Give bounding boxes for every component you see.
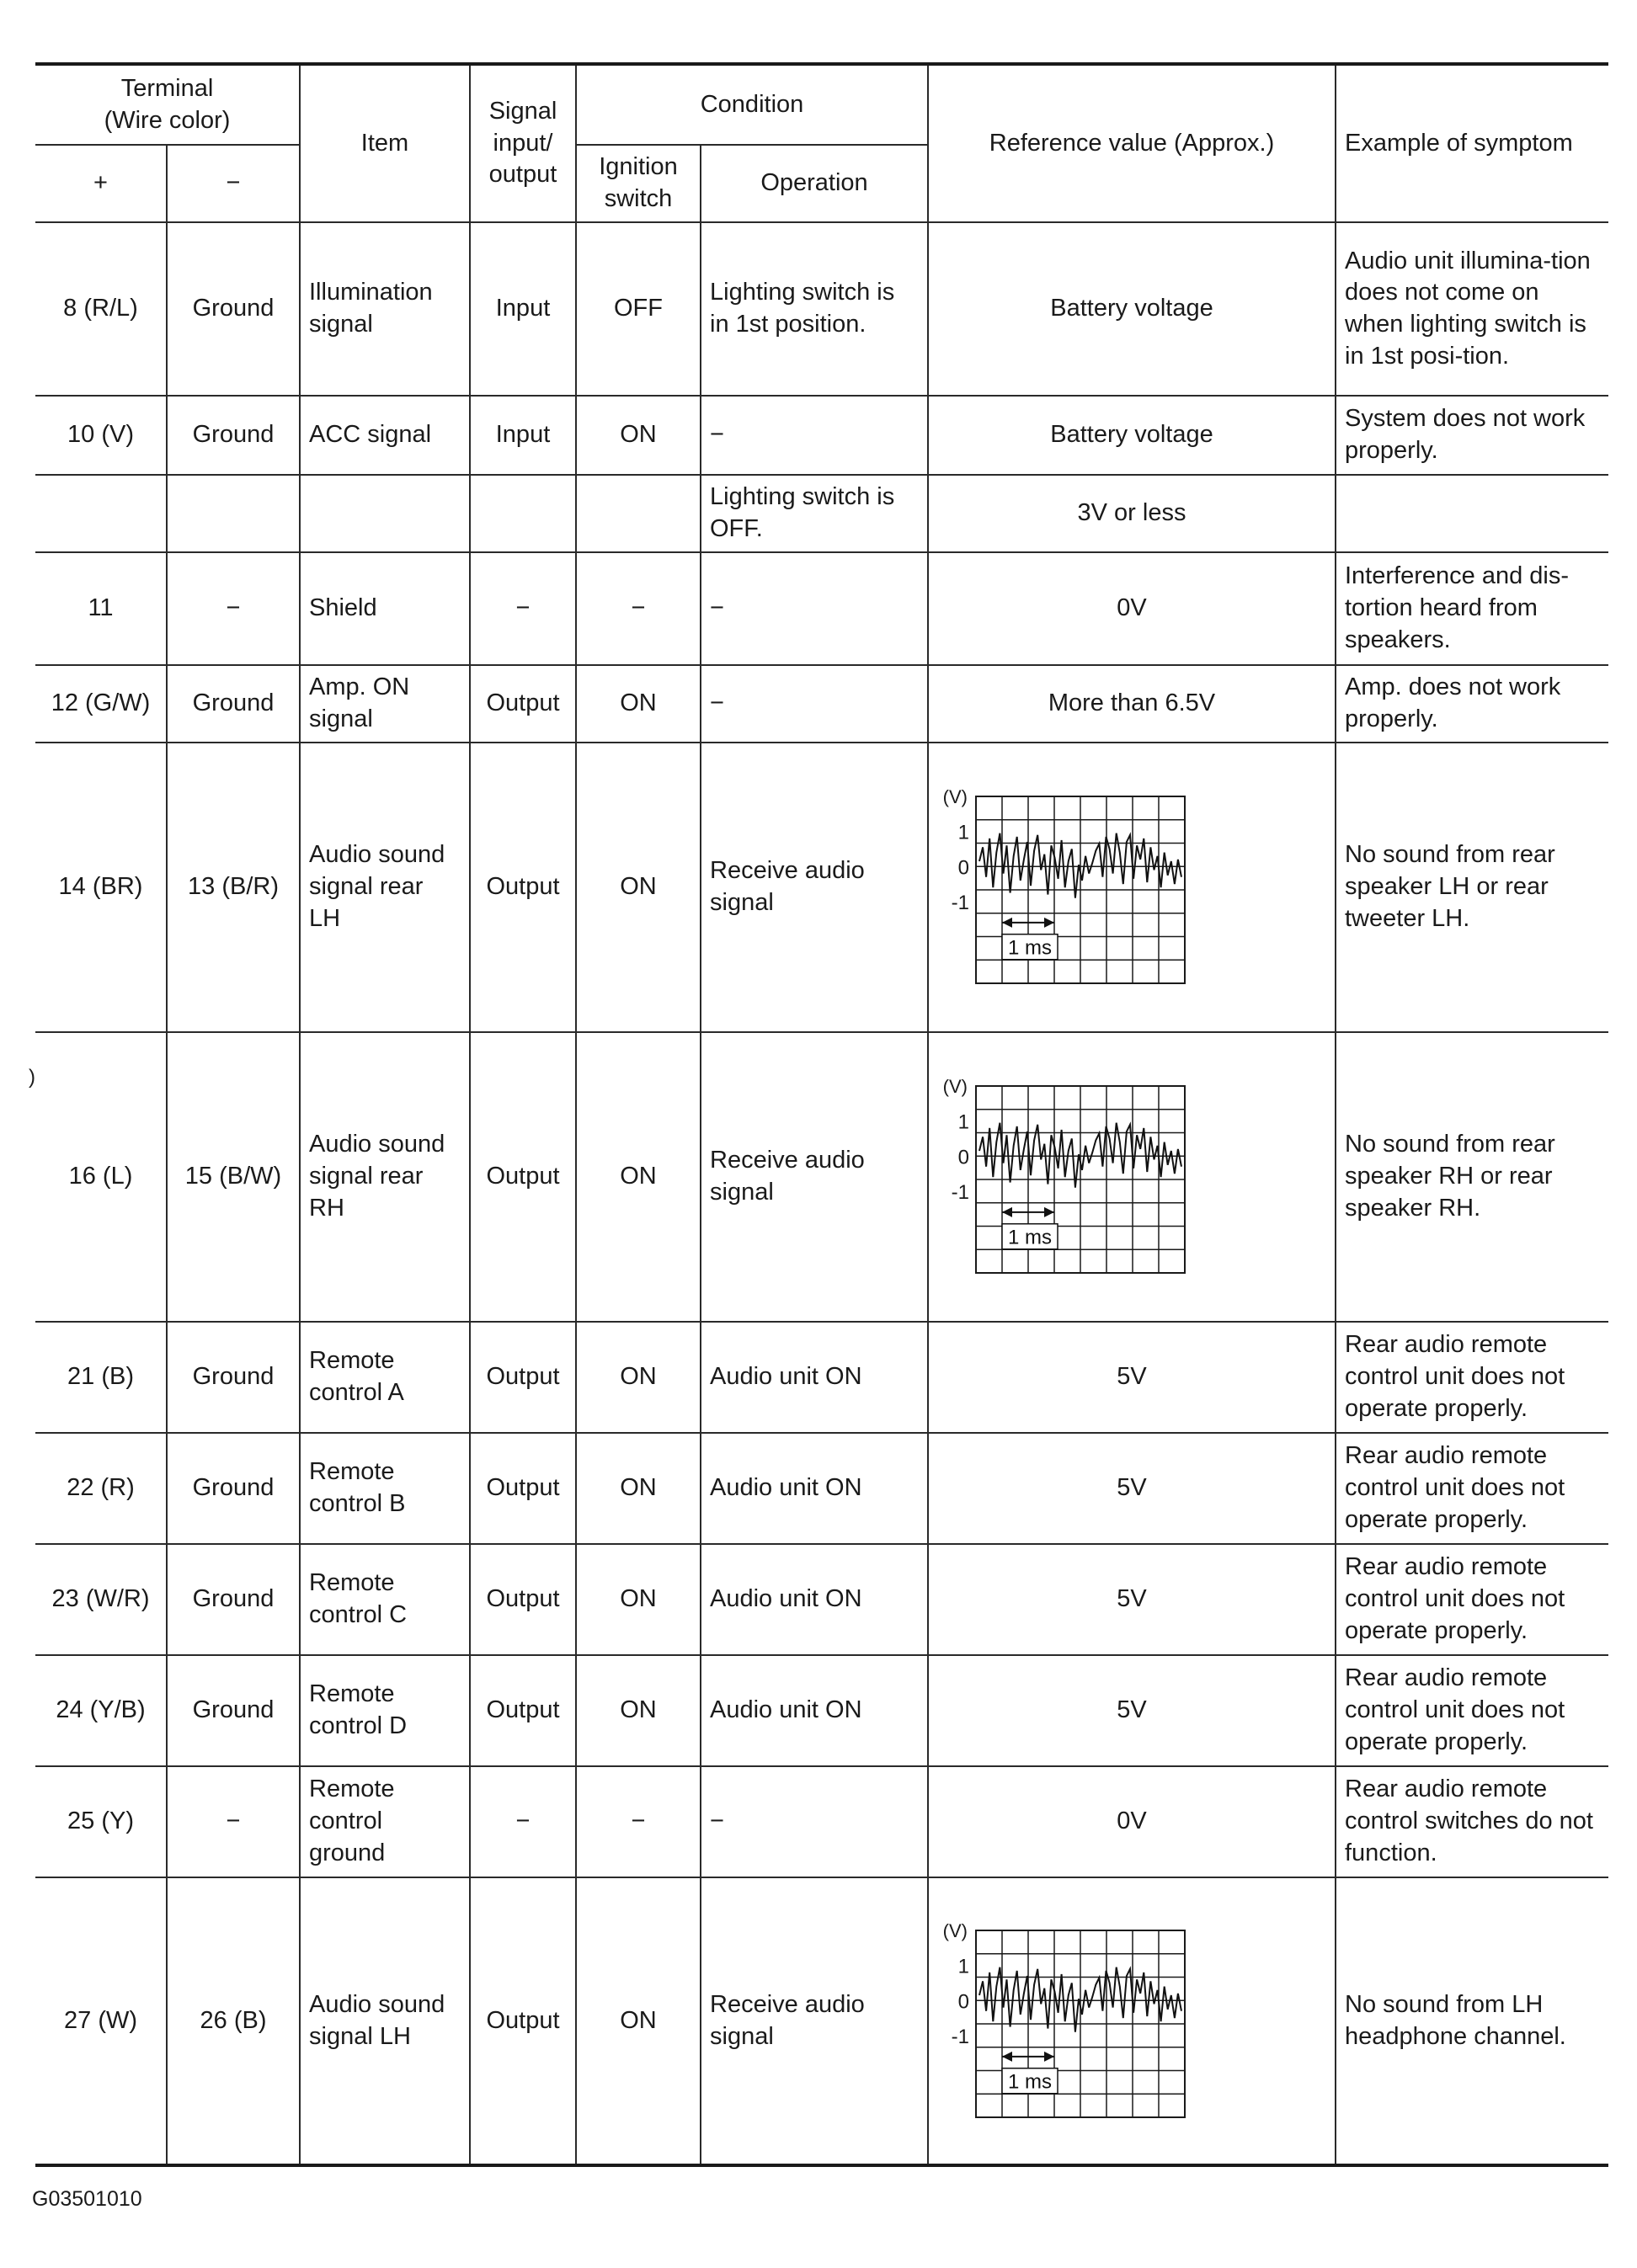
signal-io-cell: Output xyxy=(470,743,576,1032)
symptom-cell: No sound from rear speaker LH or rear tweeter LH. xyxy=(1336,743,1608,1032)
symptom-cell: Interference and dis-tortion heard from speakers. xyxy=(1336,552,1608,665)
operation-cell: − xyxy=(701,1766,928,1877)
table-row xyxy=(35,396,1608,475)
wire-color-header-label: (Wire color) xyxy=(104,106,231,134)
reference-value-cell: 0V xyxy=(928,1766,1336,1877)
minus-terminal-cell: Ground xyxy=(167,396,300,475)
minus-terminal-cell: 26 (B) xyxy=(167,1877,300,2165)
item-cell xyxy=(300,475,470,552)
example-of-symptom-header: Example of symptom xyxy=(1336,64,1608,222)
symptom-cell: Rear audio remote control unit does not operate properly. xyxy=(1336,1655,1608,1766)
margin-mark: ) xyxy=(29,1066,35,1089)
symptom-cell: System does not work properly. xyxy=(1336,396,1608,475)
symptom-cell: Rear audio remote control unit does not operate properly. xyxy=(1336,1433,1608,1544)
minus-terminal-cell: 15 (B/W) xyxy=(167,1032,300,1322)
signal-io-cell: Output xyxy=(470,1322,576,1433)
minus-terminal-cell: Ground xyxy=(167,1544,300,1655)
waveform-y-tick: 0 xyxy=(957,856,969,880)
operation-cell: − xyxy=(701,396,928,475)
terminal-reference-table xyxy=(35,62,1608,2167)
item-cell: Remote control ground xyxy=(300,1766,470,1877)
item-cell: Remote control B xyxy=(300,1433,470,1544)
operation-cell: Receive audio signal xyxy=(701,743,928,1032)
reference-value-cell xyxy=(928,1877,1336,2165)
plus-terminal-header: + xyxy=(35,145,167,222)
reference-value-cell: Battery voltage xyxy=(928,396,1336,475)
waveform-y-tick: -1 xyxy=(951,1180,969,1204)
plus-terminal-cell: 24 (Y/B) xyxy=(35,1655,167,1766)
item-cell: ACC signal xyxy=(300,396,470,475)
ignition-switch-cell: ON xyxy=(576,1544,701,1655)
minus-terminal-cell: Ground xyxy=(167,222,300,396)
ignition-switch-header: Ignition switch xyxy=(576,145,701,222)
signal-io-cell: Output xyxy=(470,665,576,743)
item-cell: Illumination signal xyxy=(300,222,470,396)
waveform-y-tick: 1 xyxy=(957,1955,969,1978)
table-row xyxy=(35,552,1608,665)
signal-io-cell: − xyxy=(470,552,576,665)
period-label: 1 ms xyxy=(1007,2070,1053,2094)
signal-io-cell: Output xyxy=(470,1544,576,1655)
symptom-cell xyxy=(1336,475,1608,552)
table-row xyxy=(35,1655,1608,1766)
plus-terminal-cell: 12 (G/W) xyxy=(35,665,167,743)
plus-terminal-cell: 22 (R) xyxy=(35,1433,167,1544)
table-row xyxy=(35,1544,1608,1655)
minus-terminal-cell: Ground xyxy=(167,1322,300,1433)
table-row xyxy=(35,1877,1608,2165)
waveform-graph xyxy=(937,1076,1190,1278)
reference-value-header: Reference value (Approx.) xyxy=(928,64,1336,222)
ignition-switch-cell: ON xyxy=(576,1433,701,1544)
operation-cell: − xyxy=(701,665,928,743)
item-cell: Audio sound signal rear RH xyxy=(300,1032,470,1322)
operation-cell: Receive audio signal xyxy=(701,1032,928,1322)
plus-terminal-cell: 25 (Y) xyxy=(35,1766,167,1877)
operation-cell: Lighting switch is in 1st position. xyxy=(701,222,928,396)
ignition-switch-cell: ON xyxy=(576,743,701,1032)
ignition-switch-cell: ON xyxy=(576,396,701,475)
minus-terminal-cell: − xyxy=(167,552,300,665)
reference-value-cell: Battery voltage xyxy=(928,222,1336,396)
period-label: 1 ms xyxy=(1007,936,1053,960)
plus-terminal-cell: 23 (W/R) xyxy=(35,1544,167,1655)
period-label: 1 ms xyxy=(1007,1226,1053,1249)
table-row xyxy=(35,1032,1608,1322)
table-row xyxy=(35,1766,1608,1877)
ignition-switch-cell: ON xyxy=(576,1322,701,1433)
plus-terminal-cell: 16 (L) xyxy=(35,1032,167,1322)
reference-value-cell xyxy=(928,743,1336,1032)
ignition-switch-cell: ON xyxy=(576,1032,701,1322)
plus-terminal-cell: 14 (BR) xyxy=(35,743,167,1032)
condition-header: Condition xyxy=(576,64,928,145)
table-row xyxy=(35,743,1608,1032)
ignition-switch-cell: − xyxy=(576,552,701,665)
signal-io-header: Signal input/ output xyxy=(470,64,576,222)
table-row xyxy=(35,475,1608,552)
signal-io-cell: Output xyxy=(470,1877,576,2165)
ignition-switch-cell: OFF xyxy=(576,222,701,396)
plus-terminal-cell: 27 (W) xyxy=(35,1877,167,2165)
minus-terminal-cell: Ground xyxy=(167,665,300,743)
table-row xyxy=(35,222,1608,396)
minus-terminal-cell: Ground xyxy=(167,1433,300,1544)
reference-value-cell: More than 6.5V xyxy=(928,665,1336,743)
plus-terminal-cell: 21 (B) xyxy=(35,1322,167,1433)
minus-terminal-cell: 13 (B/R) xyxy=(167,743,300,1032)
plus-terminal-cell: 11 xyxy=(35,552,167,665)
minus-terminal-cell: − xyxy=(167,1766,300,1877)
signal-io-cell: Input xyxy=(470,222,576,396)
operation-cell: − xyxy=(701,552,928,665)
waveform-unit-label: (V) xyxy=(942,1076,968,1097)
symptom-cell: No sound from LH headphone channel. xyxy=(1336,1877,1608,2165)
reference-value-cell: 5V xyxy=(928,1544,1336,1655)
signal-io-cell: Output xyxy=(470,1032,576,1322)
signal-io-cell: Input xyxy=(470,396,576,475)
plus-terminal-cell: 8 (R/L) xyxy=(35,222,167,396)
ignition-switch-cell xyxy=(576,475,701,552)
terminal-header xyxy=(35,64,300,145)
item-cell: Shield xyxy=(300,552,470,665)
reference-value-cell: 5V xyxy=(928,1322,1336,1433)
minus-terminal-cell: Ground xyxy=(167,1655,300,1766)
waveform-y-tick: 1 xyxy=(957,1110,969,1134)
item-cell: Amp. ON signal xyxy=(300,665,470,743)
signal-io-cell: − xyxy=(470,1766,576,1877)
item-cell: Remote control A xyxy=(300,1322,470,1433)
symptom-cell: No sound from rear speaker RH or rear speaker RH. xyxy=(1336,1032,1608,1322)
waveform-y-tick: 0 xyxy=(957,1146,969,1169)
terminal-header-label: Terminal xyxy=(120,74,214,102)
ignition-switch-cell: ON xyxy=(576,1655,701,1766)
reference-value-cell: 0V xyxy=(928,552,1336,665)
reference-value-cell: 5V xyxy=(928,1433,1336,1544)
reference-value-cell: 3V or less xyxy=(928,475,1336,552)
symptom-cell: Rear audio remote control unit does not operate properly. xyxy=(1336,1544,1608,1655)
ignition-switch-cell: − xyxy=(576,1766,701,1877)
item-cell: Remote control D xyxy=(300,1655,470,1766)
operation-cell: Audio unit ON xyxy=(701,1433,928,1544)
reference-value-cell xyxy=(928,1032,1336,1322)
minus-terminal-cell xyxy=(167,475,300,552)
operation-cell: Receive audio signal xyxy=(701,1877,928,2165)
plus-terminal-cell xyxy=(35,475,167,552)
item-cell: Audio sound signal LH xyxy=(300,1877,470,2165)
item-header: Item xyxy=(300,64,470,222)
symptom-cell: Rear audio remote control unit does not operate properly. xyxy=(1336,1322,1608,1433)
signal-io-cell: Output xyxy=(470,1655,576,1766)
signal-io-cell xyxy=(470,475,576,552)
table-row xyxy=(35,1322,1608,1433)
minus-terminal-header: − xyxy=(167,145,300,222)
waveform-y-tick: -1 xyxy=(951,2025,969,2048)
ignition-switch-cell: ON xyxy=(576,1877,701,2165)
symptom-cell: Rear audio remote control switches do not function. xyxy=(1336,1766,1608,1877)
waveform-graph xyxy=(937,786,1190,988)
ignition-switch-cell: ON xyxy=(576,665,701,743)
signal-io-cell: Output xyxy=(470,1433,576,1544)
table-row xyxy=(35,1433,1608,1544)
waveform-graph xyxy=(937,1920,1190,2122)
item-cell: Audio sound signal rear LH xyxy=(300,743,470,1032)
reference-value-cell: 5V xyxy=(928,1655,1336,1766)
waveform-y-tick: 0 xyxy=(957,1989,969,2013)
operation-cell: Audio unit ON xyxy=(701,1322,928,1433)
waveform-y-tick: 1 xyxy=(957,821,969,844)
waveform-unit-label: (V) xyxy=(942,786,968,807)
operation-header: Operation xyxy=(701,145,928,222)
symptom-cell: Amp. does not work properly. xyxy=(1336,665,1608,743)
plus-terminal-cell: 10 (V) xyxy=(35,396,167,475)
operation-cell: Audio unit ON xyxy=(701,1655,928,1766)
waveform-y-tick: -1 xyxy=(951,891,969,914)
table-row xyxy=(35,665,1608,743)
figure-code: G03501010 xyxy=(32,2187,142,2211)
symptom-cell: Audio unit illumina-tion does not come on when lighting switch is in 1st posi-tion. xyxy=(1336,222,1608,396)
operation-cell: Lighting switch is OFF. xyxy=(701,475,928,552)
item-cell: Remote control C xyxy=(300,1544,470,1655)
operation-cell: Audio unit ON xyxy=(701,1544,928,1655)
waveform-unit-label: (V) xyxy=(942,1919,968,1941)
